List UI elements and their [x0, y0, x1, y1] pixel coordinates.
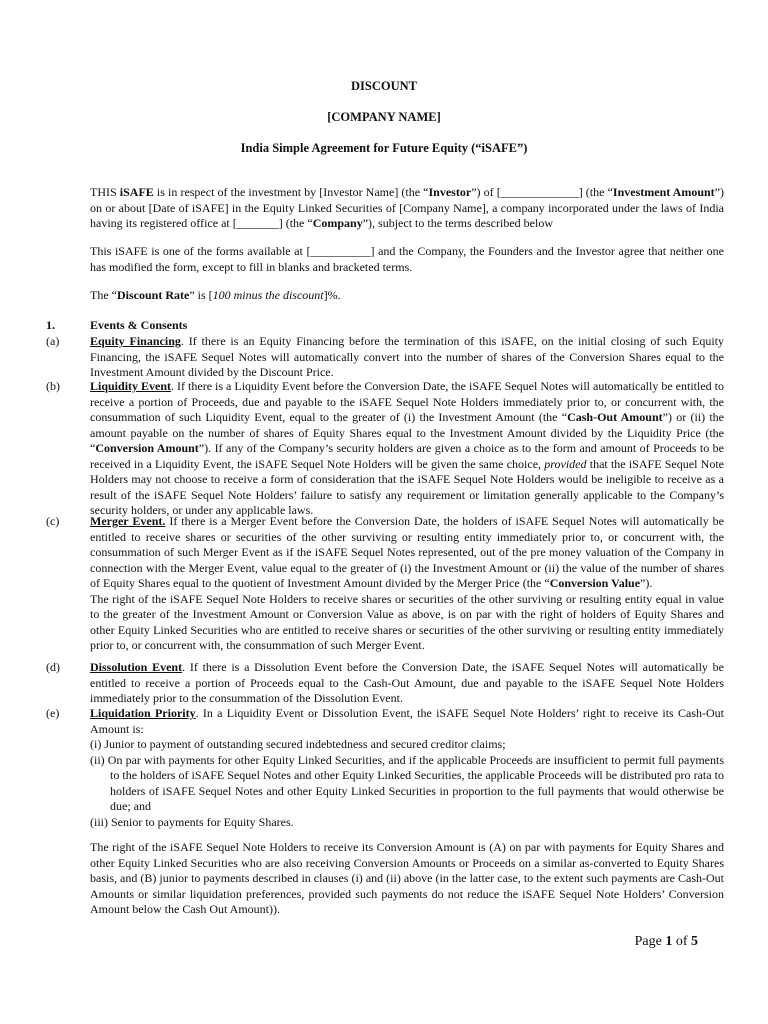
clause-b-number: (b) [46, 379, 60, 393]
clause-a-number: (a) [46, 334, 60, 348]
clause-c-paragraph-2: The right of the iSAFE Sequel Note Holders to receive shares or securities of the other surviving or resulting entity equal in value to the greater of the Investment Amount or Conversion Value as above, is on par with the right of holders of Equity Shares and other Equity Linked Securities who are entitled to receive shares or securities of the other surviving or resulting entity immediately prior to, or concurrent with, the consummation of such Merger Event. [90, 591, 724, 652]
clause-e-paragraph-2: The right of the iSAFE Sequel Note Holders to receive its Conversion Amount is (A) on par with payments for Equity Shares and other Equity Linked Securities who are also receiving Conversion Amounts or Proceeds on a similar as-converted to Equity Shares basis, and (B) junior to payments described in clauses (i) and (ii) above (in the latter case, to the extent such payments are Cash-Out Amounts or similar liquidation preferences, provided such payments do not reduce the iSAFE Sequel Note Holders’ Conversion Amount below the Cash Out Amount)). [90, 840, 724, 916]
clause-e-text: Liquidation Priority. In a Liquidity Event or Dissolution Event, the iSAFE Sequel Note Holders’ right to receive its Cash-Out Amount is: (i) Junior to payment of outstanding secured indebtedness and secured creditor claims; (ii) On par with payments for other Equity Linked Securities, and if the applicable Proceeds are insufficient to permit full payments to the holders of iSAFE Sequel Notes and other Equity Linked Securities, the applicable Proceeds will be distributed pro rata to holders of iSAFE Sequel Notes and other Equity Linked Securities in proportion to the full payments that would otherwise be due; and (iii) Senior to payments for Equity Shares. [90, 706, 724, 829]
section-number: 1. [46, 318, 55, 332]
page-number: Page 1 of 5 [634, 934, 698, 949]
clause-e-number: (e) [46, 706, 60, 720]
section-title: Events & Consents [90, 318, 188, 332]
clause-d-text: Dissolution Event. If there is a Dissolution Event before the Conversion Date, the iSAFE Sequel Notes will automatically be entitled to receive a portion of Proceeds equal to the Cash-Out Amount, due and payable to the iSAFE Sequel Note Holders immediately prior to the consummation of the Dissolution Event. [90, 660, 724, 705]
clause-e-item-ii: (ii) On par with payments for other Equity Linked Securities, and if the applicable Proceeds are insufficient to permit full payments to the holders of iSAFE Sequel Notes and other Equity Linked Securities, the applicable Proceeds will be distributed pro rata to holders of iSAFE Sequel Notes and other Equity Linked Securities in proportion to the full payments that would otherwise be due; and [90, 752, 724, 813]
forms-paragraph: This iSAFE is one of the forms available at [__________] and the Company, the Founders and the Investor agree that neither one has modified the form, except to fill in blanks and bracketed terms. [90, 244, 724, 274]
discount-rate-paragraph: The “Discount Rate” is [100 minus the discount]%. [90, 288, 341, 302]
intro-paragraph: THIS iSAFE is in respect of the investment by [Investor Name] (the “Investor”) of [_____________] (the “Investment Amount”) on or about [Date of iSAFE] in the Equity Linked Securities of [Company Name], a company incorporated under the laws of India having its registered office at [_______] (the “Company”), subject to the terms described below [90, 185, 725, 230]
clause-a-text: Equity Financing. If there is an Equity Financing before the termination of this iSAFE, on the initial closing of such Equity Financing, the iSAFE Sequel Notes will automatically convert into the number of shares of the Conversion Shares equal to the Investment Amount divided by the Discount Price. [90, 334, 724, 379]
doc-title: India Simple Agreement for Future Equity (“iSAFE”) [240, 141, 528, 155]
clause-e-item-iii: (iii) Senior to payments for Equity Shares. [90, 814, 294, 829]
doc-heading-discount: DISCOUNT [351, 79, 417, 93]
clause-b-text: Liquidity Event. If there is a Liquidity Event before the Conversion Date, the iSAFE Sequel Notes will automatically be entitled to receive a portion of Proceeds, due and payable to the iSAFE Sequel Note Holders immediately prior to, or concurrent with, the consummation of such Liquidity Event, equal to the greater of (i) the Investment Amount (the “Cash-Out Amount”) or (ii) the amount payable on the number of shares of Equity Shares equal to the Investment Amount divided by the Liquidity Price (the “Conversion Amount”). If any of the Company’s security holders are given a choice as to the form and amount of Proceeds to be received in a Liquidity Event, the iSAFE Sequel Note Holders will be given the same choice, provided that the iSAFE Sequel Note Holders may not choose to receive a form of consideration that the iSAFE Sequel Note Holders would be ineligible to receive as a result of the iSAFE Sequel Note Holders’ failure to satisfy any requirement or limitation generally applicable to the Company’s security holders, or under any applicable laws. [90, 379, 724, 517]
clause-d-number: (d) [46, 660, 60, 674]
clause-e-item-i: (i) Junior to payment of outstanding secured indebtedness and secured creditor claims; [90, 737, 506, 751]
clause-c-number: (c) [46, 514, 60, 528]
doc-heading-company: [COMPANY NAME] [327, 110, 441, 124]
clause-c-text: Merger Event. If there is a Merger Event before the Conversion Date, the holders of iSAFE Sequel Notes will automatically be entitled to receive shares or securities of the other surviving or resulting entity immediately prior to, or concurrent with, the consummation of such Merger Event as if the iSAFE Sequel Notes represented, out of the pre money valuation of the Company in connection with the Merger Event, value equal to the greater of (i) the Investment Amount or (ii) the value of the number of shares of Equity Shares equal to the quotient of Investment Amount divided by the Merger Price (the “Conversion Value”). The right of the iSAFE Sequel Note Holders to receive shares or securities of the other surviving or resulting entity equal in value to the greater of the Investment Amount or Conversion Value as above, is on par with the right of holders of Equity Shares and other Equity Linked Securities who are entitled to receive shares or securities of the other surviving or resulting entity immediately prior to, or concurrent with, the consummation of such Merger Event. [90, 514, 724, 652]
